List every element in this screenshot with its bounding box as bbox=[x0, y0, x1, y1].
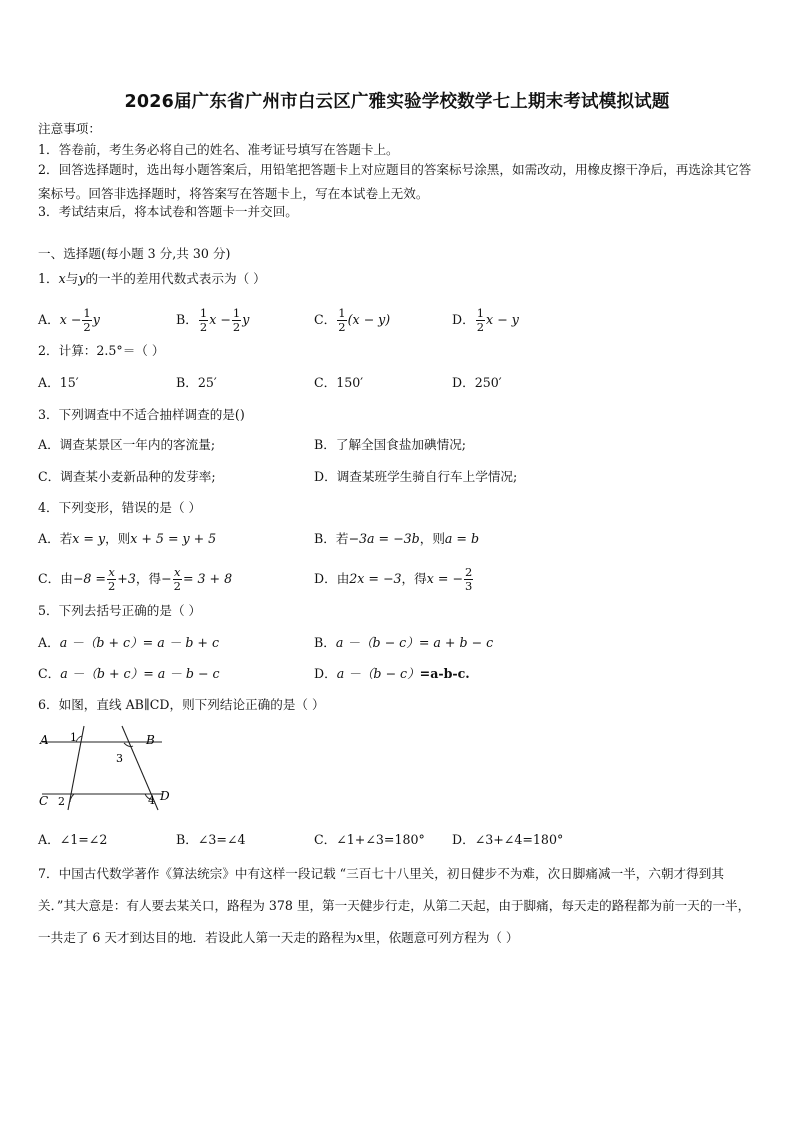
angle-3-arc bbox=[124, 743, 133, 747]
notice-item-1: 1．答卷前，考生务必将自己的姓名、准考证号填写在答题卡上。 bbox=[38, 142, 399, 157]
question-3-option-c: C．调查某小麦新品种的发芽率; bbox=[38, 469, 216, 484]
question-1-option-d: D． $\frac{1}{2}$ x − y bbox=[452, 306, 519, 334]
question-2-option-b: B．25′ bbox=[176, 375, 217, 390]
question-4-option-b: B．若−3a = −3b，则a = b bbox=[314, 531, 480, 546]
question-2-option-d: D．250′ bbox=[452, 375, 502, 390]
question-2-option-a: A．15′ bbox=[38, 375, 79, 390]
question-3-option-b: B．了解全国食盐加碘情况; bbox=[314, 437, 467, 452]
question-1-option-b: B． $\frac{1}{2}$ x − $\frac{1}{2}$ y bbox=[176, 306, 250, 334]
label-c: C bbox=[39, 794, 49, 808]
question-4-option-d: D．由2x = −3，得x = − $\frac{2}{3}$ bbox=[314, 565, 473, 593]
question-6-option-b: B．∠3=∠4 bbox=[176, 832, 246, 847]
section-heading: 一、选择题(每小题 3 分,共 30 分) bbox=[38, 246, 231, 261]
notice-item-2: 2．回答选择题时，选出每小题答案后，用铅笔把答题卡上对应题目的答案标号涂黑，如需改动，用橡皮擦干净后，再选涂其它答案标号。回答非选择题时，将答案写在答题卡上，写在本试卷上无效。 bbox=[38, 162, 752, 201]
question-7-stem: 7．中国古代数学著作《算法统宗》中有这样一段记载 “三百七十八里关，初日健步不为难，次日脚痛减一半，六朝才得到其关．”其大意是：有人要去某关口，路程为 378 里，第一天健步行走，从第二天起，由于脚痛，每天走的路程都为前一天的一半，一共走了 6 天才到达目的地．若设此人第一天走的路程为x里，依题意可列方程为（ ） bbox=[38, 866, 751, 945]
question-6-option-a: A．∠1=∠2 bbox=[38, 832, 108, 847]
label-d: D bbox=[160, 789, 170, 803]
question-1-stem: 1．x与y的一半的差用代数式表示为（ ） bbox=[38, 271, 266, 286]
label-a: A bbox=[40, 733, 49, 747]
question-5-option-b: B．a －（b − c）= a + b − c bbox=[314, 635, 494, 650]
question-6-option-c: C．∠1+∠3=180° bbox=[314, 832, 425, 847]
question-1-option-a: A．x − $\frac{1}{2}$ y bbox=[38, 306, 100, 334]
question-1-option-c: C． $\frac{1}{2}$ (x − y) bbox=[314, 306, 391, 334]
question-4-option-c: C．由−8 = $\frac{x}{2}$ +3，得− $\frac{x}{2}$ = 3 + 8 bbox=[38, 565, 233, 593]
label-angle-4: 4 bbox=[148, 794, 155, 807]
question-4-option-a: A．若x = y，则x + 5 = y + 5 bbox=[38, 531, 217, 546]
question-6-stem: 6．如图，直线 AB∥CD，则下列结论正确的是（ ） bbox=[38, 697, 325, 712]
notice-item-3: 3．考试结束后，将本试卷和答题卡一并交回。 bbox=[38, 204, 298, 219]
question-5-option-a: A．a －（b + c）= a － b + c bbox=[38, 635, 220, 650]
question-4-stem: 4．下列变形，错误的是（ ） bbox=[38, 500, 202, 515]
question-3-stem: 3．下列调查中不适合抽样调查的是() bbox=[38, 407, 245, 422]
label-angle-3: 3 bbox=[116, 752, 123, 765]
question-5-option-d: D．a －（b − c）=a-b-c. bbox=[314, 666, 470, 681]
label-b: B bbox=[146, 733, 155, 747]
question-6-option-d: D．∠3+∠4=180° bbox=[452, 832, 564, 847]
question-3-option-d: D．调查某班学生骑自行车上学情况; bbox=[314, 469, 518, 484]
question-3-option-a: A．调查某景区一年内的客流量; bbox=[38, 437, 216, 452]
notice-heading: 注意事项： bbox=[38, 121, 101, 136]
exam-title: 2026届广东省广州市白云区广雅实验学校数学七上期末考试模拟试题 bbox=[124, 92, 670, 112]
label-angle-2: 2 bbox=[58, 795, 65, 808]
question-5-stem: 5．下列去括号正确的是（ ） bbox=[38, 603, 202, 618]
question-2-option-c: C．150′ bbox=[314, 375, 364, 390]
question-2-stem: 2．计算：2.5°＝（ ） bbox=[38, 343, 165, 358]
question-5-option-c: C．a －（b + c）= a － b − c bbox=[38, 666, 220, 681]
label-angle-1: 1 bbox=[70, 731, 77, 744]
parallel-lines-figure bbox=[36, 722, 176, 812]
